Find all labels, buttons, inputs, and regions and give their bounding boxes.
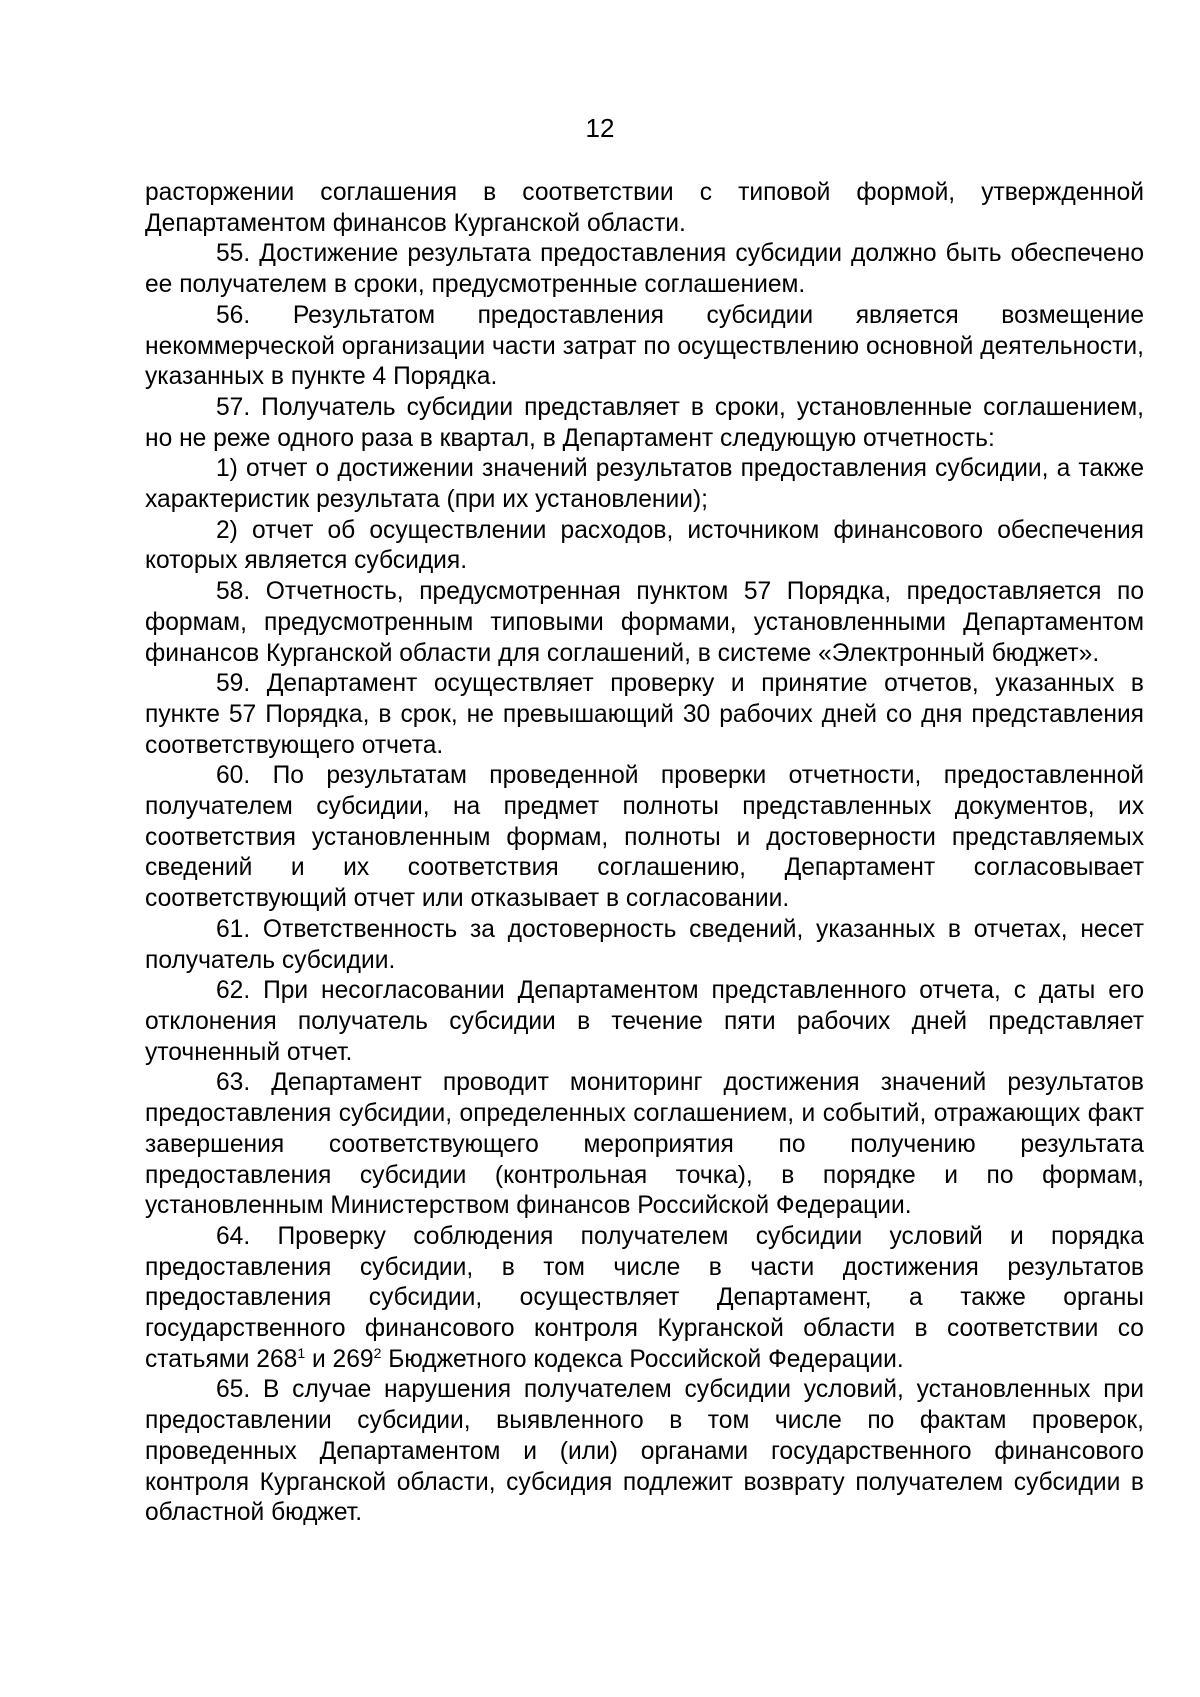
paragraph-57: 57. Получатель субсидии представляет в сроки, установленные соглашением, но не реже одного раза в квартал, в Департамент следующую отчетность: [145,393,1144,452]
superscript-article-269: 2 [373,1344,382,1361]
page-number: 12 [585,113,615,143]
superscript-article-268: 1 [297,1344,306,1361]
paragraph-63: 63. Департамент проводит мониторинг достижения значений результатов предоставления субсидии, определенных соглашением, и событий, отражающих факт завершения соответствующего мероприятия по получению результата предоставления субсидии (контрольная точка), в порядке и по формам, установленным Министерством финансов Российской Федерации. [145,1069,1144,1220]
paragraph-57-item-1: 1) отчет о достижении значений результатов предоставления субсидии, а также характеристик результата (при их установлении); [145,455,1144,514]
paragraph-57-item-2: 2) отчет об осуществлении расходов, источником финансового обеспечения которых является субсидия. [145,516,1144,575]
paragraph-64-text-start: 64. Проверку соблюдения получателем субсидии условий и порядка предоставления субсидии, в том числе в части достижения результатов предоставления субсидии, осуществляет Департамент, а также органы государственного финансового контроля Курганской области в соответствии со статьями 268 [145,1222,1144,1373]
paragraph-64 [145,1222,1144,1376]
paragraph-64-text-middle: и 269 [305,1345,374,1373]
document-body [145,178,1144,1529]
paragraph-continuation: расторжении соглашения в соответствии с типовой формой, утвержденной Департаментом финансов Курганской области. [145,179,1144,237]
paragraph-60: 60. По результатам проведенной проверки отчетности, предоставленной получателем субсидии, на предмет полноты представленных документов, их соответствия установленным формам, полноты и достоверности представляемых сведений и их соответствия соглашению, Департамент согласовывает соответствующий отчет или отказывает в согласовании. [145,762,1144,913]
paragraph-64-text-end: Бюджетного кодекса Российской Федерации. [381,1345,904,1373]
paragraph-55: 55. Достижение результата предоставления субсидии должно быть обеспечено ее получателем в сроки, предусмотренные соглашением. [145,240,1144,299]
paragraph-62: 62. При несогласовании Департаментом представленного отчета, с даты его отклонения получатель субсидии в течение пяти рабочих дней представляет уточненный отчет. [145,977,1144,1066]
paragraph-59: 59. Департамент осуществляет проверку и принятие отчетов, указанных в пункте 57 Порядка, в срок, не превышающий 30 рабочих дней со дня представления соответствующего отчета. [145,670,1144,759]
paragraph-65: 65. В случае нарушения получателем субсидии условий, установленных при предоставлении субсидии, выявленного в том числе по фактам проверок, проведенных Департаментом и (или) органами государственного финансового контроля Курганской области, субсидия подлежит возврату получателем субсидии в областной бюджет. [145,1376,1144,1527]
paragraph-61: 61. Ответственность за достоверность сведений, указанных в отчетах, несет получатель субсидии. [145,915,1144,974]
paragraph-56: 56. Результатом предоставления субсидии является возмещение некоммерческой организации части затрат по осуществлению основной деятельности, указанных в пункте 4 Порядка. [145,301,1144,391]
paragraph-58: 58. Отчетность, предусмотренная пунктом 57 Порядка, предоставляется по формам, предусмотренным типовыми формами, установленными Департаментом финансов Курганской области для соглашений, в системе «Электронный бюджет». [145,578,1144,667]
